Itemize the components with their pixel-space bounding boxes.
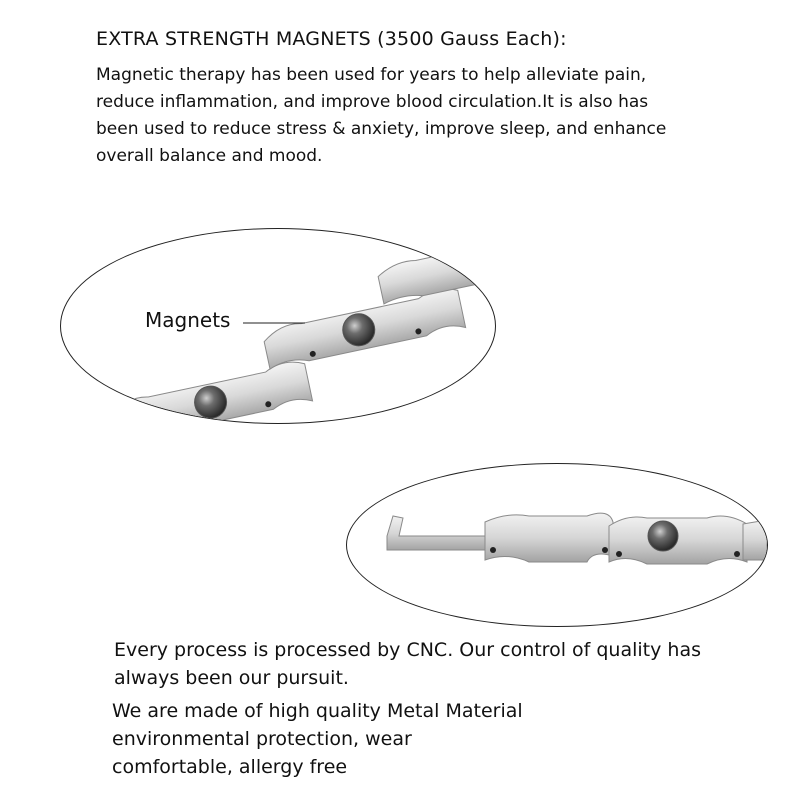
intro-line: reduce inflammation, and improve blood circulation.It is also has <box>96 92 649 112</box>
material-line: We are made of high quality Metal Material <box>112 700 523 722</box>
material-paragraph <box>112 697 523 781</box>
bracelet-clasp-image <box>347 464 767 626</box>
intro-line: overall balance and mood. <box>96 146 323 166</box>
intro-paragraph <box>96 62 756 170</box>
process-line: always been our pursuit. <box>114 667 349 689</box>
material-line: comfortable, allergy free <box>112 756 348 778</box>
bracelet-magnets-closeup <box>60 228 496 424</box>
material-line: environmental protection, wear <box>112 728 412 750</box>
section-heading: EXTRA STRENGTH MAGNETS (3500 Gauss Each): <box>96 28 567 50</box>
bracelet-links-image <box>61 229 495 423</box>
process-line: Every process is processed by CNC. Our control of quality has <box>114 639 701 661</box>
intro-line: Magnetic therapy has been used for years to help alleviate pain, <box>96 65 647 85</box>
bracelet-clasp-closeup <box>346 463 768 627</box>
intro-line: been used to reduce stress & anxiety, improve sleep, and enhance <box>96 119 667 139</box>
magnets-callout-label: Magnets <box>145 308 231 332</box>
process-paragraph <box>114 636 701 692</box>
